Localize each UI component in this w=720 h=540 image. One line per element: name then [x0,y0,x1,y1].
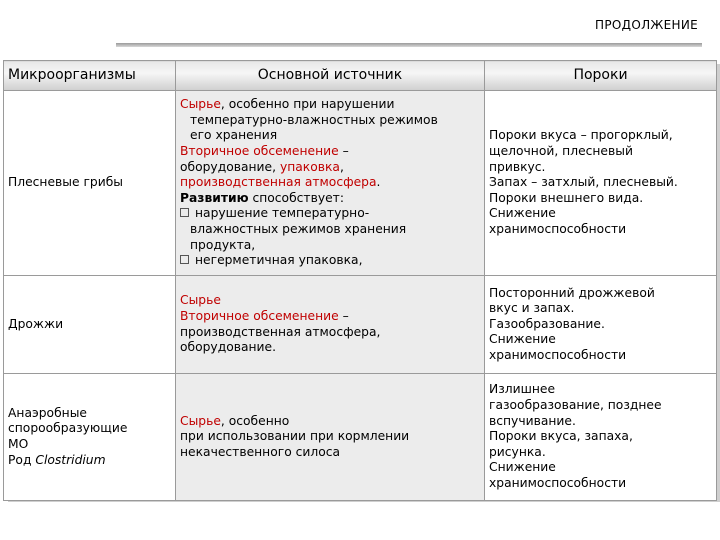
source-text: оборудование. [180,340,277,355]
raw-material-label: Сырье [180,293,221,308]
development-label: Развитию [180,190,249,205]
defect-line: вкус и запах. [489,301,575,316]
source-cell [176,91,485,276]
raw-material-label: Сырье [180,413,221,428]
defect-line: Излишнее [489,382,556,397]
checkbox-bullet-icon [180,208,189,217]
source-text: – [338,144,349,159]
source-text: , особенно при нарушении [220,97,395,112]
source-text: его хранения [190,128,278,143]
source-cell [176,276,485,374]
defect-line: Пороки вкуса – прогорклый, [489,128,673,143]
defects-cell [485,91,717,276]
bullet-text: негерметичная упаковка, [195,253,363,268]
table-row [4,374,717,501]
secondary-contamination-label: Вторичное обсеменение [180,144,339,159]
table-header-row [4,61,717,91]
source-text: способствует: [248,190,344,205]
defect-line: хранимоспособности [489,347,627,362]
defect-line: привкус. [489,159,546,174]
genus-prefix: Род [8,452,36,467]
organism-name: Анаэробные [8,405,87,420]
source-text: производственная атмосфера, [180,324,381,339]
genus-name: Clostridium [35,452,106,467]
packaging-label: упаковка [279,159,340,174]
table-row [4,91,717,276]
raw-material-label: Сырье [180,97,221,112]
header-microorganisms: Микроорганизмы [4,61,176,91]
organism-name: Плесневые грибы [8,175,124,190]
continuation-label: ПРОДОЛЖЕНИЕ [595,18,698,32]
defect-line: рисунка. [489,444,546,459]
defect-line: Пороки вкуса, запаха, [489,429,633,444]
bullet-text: влажностных режимов хранения [190,221,407,236]
defect-line: газообразование, позднее [489,398,662,413]
defect-line: Пороки внешнего вида. [489,190,644,205]
source-text: . [376,175,381,190]
defects-cell [485,276,717,374]
source-text: некачественного силоса [180,444,341,459]
secondary-contamination-label: Вторичное обсеменение [180,308,339,323]
defect-line: Посторонний дрожжевой [489,285,655,300]
source-text: температурно-влажностных режимов [190,112,438,127]
bullet-text: нарушение температурно- [195,206,370,221]
defect-line: хранимоспособности [489,475,627,490]
microorganism-table [3,60,717,501]
defect-line: Снижение [489,460,556,475]
header-defects: Пороки [485,61,717,91]
atmosphere-label: производственная атмосфера [180,175,377,190]
defect-line: Газообразование. [489,316,605,331]
source-text: , [339,159,344,174]
defect-line: Запах – затхлый, плесневый. [489,175,678,190]
bullet-text: продукта, [190,237,256,252]
defect-line: хранимоспособности [489,221,627,236]
organism-name: МО [8,437,29,451]
checkbox-bullet-icon [180,255,189,264]
source-text: оборудование, [180,159,280,174]
defect-line: Снижение [489,332,556,347]
source-cell [176,374,485,501]
defect-line: Снижение [489,206,556,221]
organism-cell [4,374,176,501]
defect-line: щелочной, плесневый [489,144,633,159]
header-main-source: Основной источник [176,61,485,91]
source-text: – [338,308,349,323]
organism-name: Дрожжи [8,316,64,331]
organism-cell [4,91,176,276]
organism-name: спорообразующие [8,421,128,436]
defect-line: вспучивание. [489,413,576,428]
top-rule [116,43,702,47]
table-row [4,276,717,374]
defects-cell [485,374,717,501]
source-text: , особенно [220,413,290,428]
organism-cell [4,276,176,374]
source-text: при использовании при кормлении [180,429,410,444]
